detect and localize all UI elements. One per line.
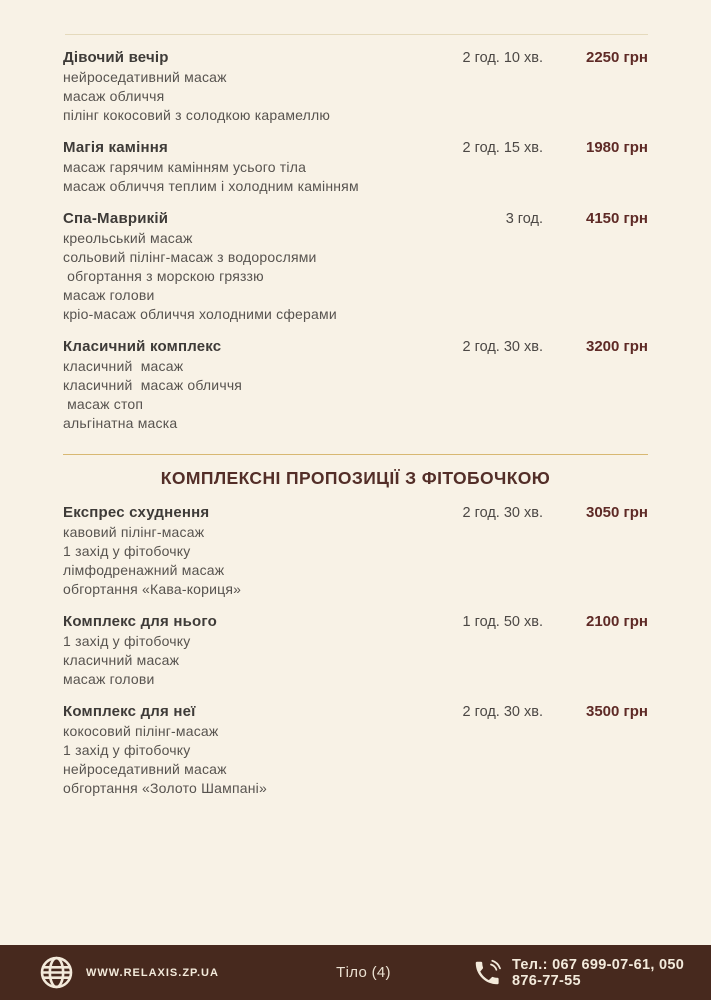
- item-detail: пілінг кокосовий з солодкою карамеллю: [63, 107, 331, 123]
- menu-item: [63, 338, 648, 433]
- menu-list: [63, 49, 648, 798]
- item-detail: сольовий пілінг-масаж з водорослями: [63, 249, 317, 265]
- menu-item-head: [63, 49, 648, 66]
- menu-item: [63, 210, 648, 324]
- section-heading: КОМПЛЕКСНІ ПРОПОЗИЦІЇ З ФІТОБОЧКОЮ: [160, 468, 551, 488]
- menu-item-head: [63, 504, 648, 521]
- item-duration: 2 год. 30 хв.: [462, 704, 543, 720]
- item-detail: 1 захід у фітобочку: [63, 633, 191, 649]
- footer-website[interactable]: WWW.RELAXIS.ZP.UA: [86, 966, 219, 979]
- item-detail: 1 захід у фітобочку: [63, 742, 191, 758]
- item-price: 3500 грн: [585, 703, 648, 720]
- item-detail: кокосовий пілінг-масаж: [63, 723, 219, 739]
- item-detail: альгінатна маска: [63, 415, 178, 431]
- menu-item: [63, 613, 648, 689]
- item-detail: 1 захід у фітобочку: [63, 543, 191, 559]
- phone-icon: [472, 958, 502, 988]
- menu-item-head: [63, 703, 648, 720]
- item-detail: кавовий пілінг-масаж: [63, 524, 205, 540]
- item-title: Комплекс для неї: [63, 703, 196, 720]
- top-divider: [65, 34, 648, 35]
- item-detail: масаж голови: [63, 287, 155, 303]
- menu-item: [63, 504, 648, 599]
- item-detail: лімфодренажний масаж: [63, 562, 225, 578]
- menu-item-head: [63, 338, 648, 355]
- footer-page-label: Тіло (4): [336, 964, 391, 981]
- item-detail: масаж голови: [63, 671, 155, 687]
- footer-center: [255, 964, 472, 981]
- item-duration: 2 год. 30 хв.: [462, 339, 543, 355]
- item-price: 2250 грн: [585, 49, 648, 66]
- item-duration: 3 год.: [505, 211, 543, 227]
- item-price: 3050 грн: [585, 504, 648, 521]
- item-title: Спа-Маврикій: [63, 210, 169, 227]
- footer-left: [38, 954, 255, 991]
- item-title: Експрес схуднення: [63, 504, 210, 521]
- item-duration: 2 год. 30 хв.: [462, 505, 543, 521]
- menu-item: [63, 703, 648, 798]
- item-detail: масаж гарячим камінням усього тіла: [63, 159, 307, 175]
- globe-icon: [38, 954, 75, 991]
- item-title: Комплекс для нього: [63, 613, 217, 630]
- item-price: 2100 грн: [585, 613, 648, 630]
- item-price: 1980 грн: [585, 139, 648, 156]
- item-detail: обгортання «Кава-кориця»: [63, 581, 242, 597]
- menu-item-head: [63, 210, 648, 227]
- item-detail: класичний масаж: [63, 358, 184, 374]
- menu-item: [63, 139, 648, 196]
- item-detail: масаж обличчя теплим і холодним камінням: [63, 178, 359, 194]
- item-detail: класичний масаж: [63, 652, 180, 668]
- item-detail: обгортання «Золото Шампані»: [63, 780, 267, 796]
- item-title: Класичний комплекс: [63, 338, 222, 355]
- item-detail: нейроседативний масаж: [63, 69, 227, 85]
- item-price: 4150 грн: [585, 210, 648, 227]
- menu-item-head: [63, 139, 648, 156]
- menu-item: [63, 49, 648, 125]
- item-detail: кріо-масаж обличчя холодними сферами: [63, 306, 337, 322]
- item-duration: 2 год. 10 хв.: [462, 50, 543, 66]
- item-detail: обгортання з морскою гряззю: [63, 268, 264, 284]
- footer-phones: Тел.: 067 699-07-61, 050 876-77-55: [512, 956, 685, 989]
- item-detail: масаж стоп: [63, 396, 144, 412]
- footer-bar: [0, 945, 711, 1000]
- item-detail: нейроседативний масаж: [63, 761, 227, 777]
- item-title: Магія каміння: [63, 139, 168, 156]
- menu-item-head: [63, 613, 648, 630]
- item-detail: класичний масаж обличчя: [63, 377, 243, 393]
- item-price: 3200 грн: [585, 338, 648, 355]
- item-duration: 1 год. 50 хв.: [462, 614, 543, 630]
- footer-right: [472, 957, 689, 989]
- item-detail: масаж обличчя: [63, 88, 165, 104]
- item-title: Дівочий вечір: [63, 49, 169, 66]
- item-detail: креольський масаж: [63, 230, 193, 246]
- section-divider: [63, 454, 648, 455]
- item-duration: 2 год. 15 хв.: [462, 140, 543, 156]
